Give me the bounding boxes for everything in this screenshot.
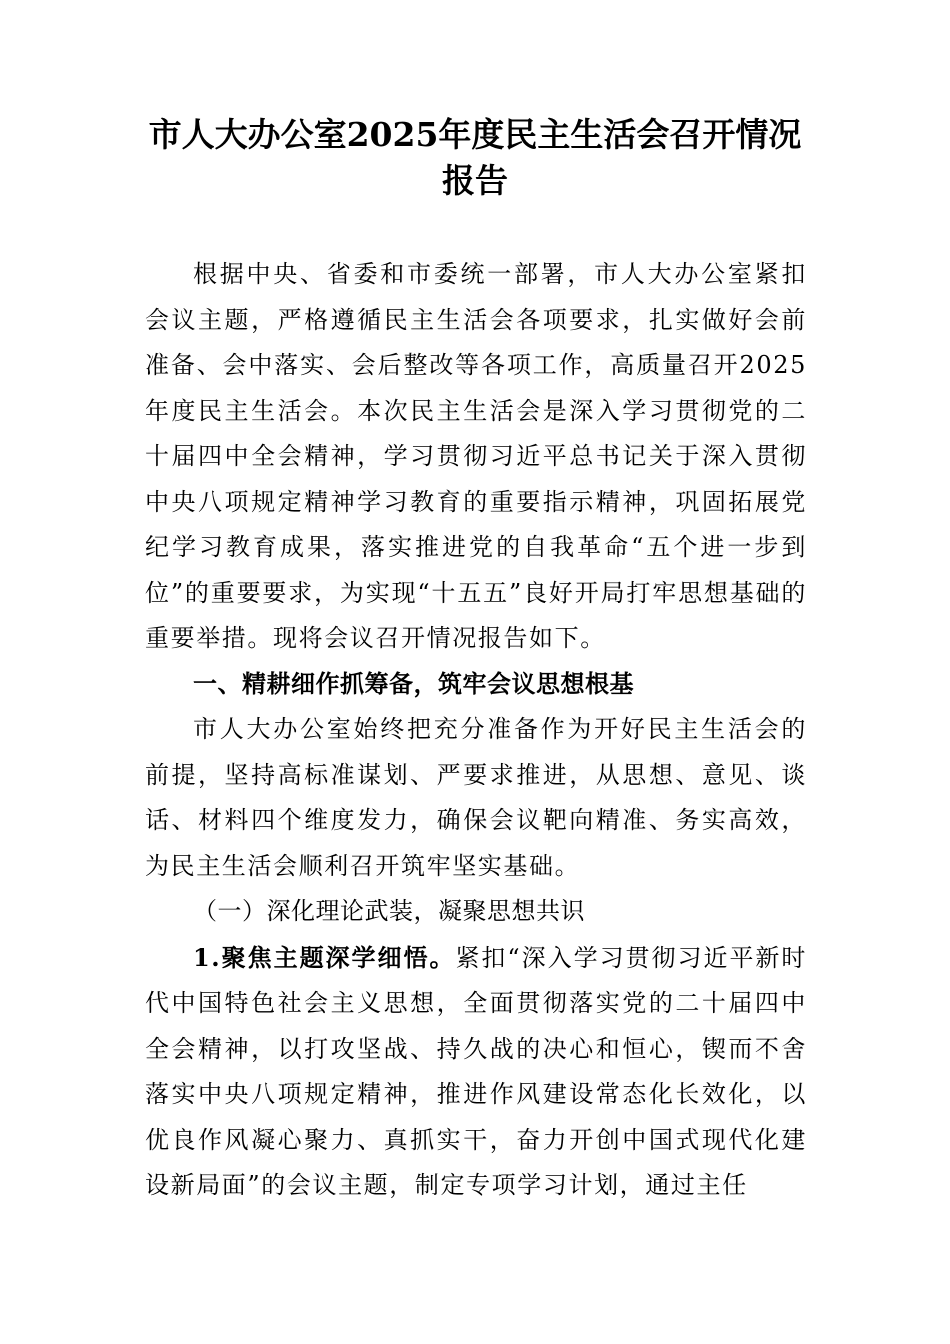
item-1-text: 紧扣“深入学习贯彻习近平新时代中国特色社会主义思想，全面贯彻落实党的二十届四中全会精神，以打攻坚战、持久战的决心和恒心，锲而不舍落实中央八项规定精神，推进作风建设常态化长效化，以优良作风凝心聚力、真抓实干，奋力开创中国式现代化建设新局面”的会议主题，制定专项学习计划，通过主任 [145,943,808,1199]
item-1-lead: 1.聚焦主题深学细悟。 [193,942,456,972]
section-1-paragraph: 市人大办公室始终把充分准备作为开好民主生活会的前提，坚持高标准谋划、严要求推进，从思想、意见、谈话、材料四个维度发力，确保会议靶向精准、务实高效，为民主生活会顺利召开筑牢坚实基础。 [145,715,807,880]
section-heading-1: 一、精耕细作抓筹备，筑牢会议思想根基 [193,669,634,698]
item-1-paragraph [145,935,807,1209]
document-title: 市人大办公室2025年度民主生活会召开情况报告 [148,115,802,200]
intro-paragraph: 根据中央、省委和市委统一部署，市人大办公室紧扣会议主题，严格遵循民主生活会各项要求，扎实做好会前准备、会中落实、会后整改等各项工作，高质量召开2025年度民主生活会。本次民主生活会是深入学习贯彻党的二十届四中全会精神，学习贯彻习近平总书记关于深入贯彻中央八项规定精神学习教育的重要指示精神，巩固拓展党纪学习教育成果，落实推进党的自我革命“五个进一步到位”的重要要求，为实现“十五五”良好开局打牢思想基础的重要举措。现将会议召开情况报告如下。 [145,260,807,652]
subsection-heading-1-1: （一）深化理论武装，凝聚思想共识 [193,897,585,925]
document-body [145,252,807,1209]
